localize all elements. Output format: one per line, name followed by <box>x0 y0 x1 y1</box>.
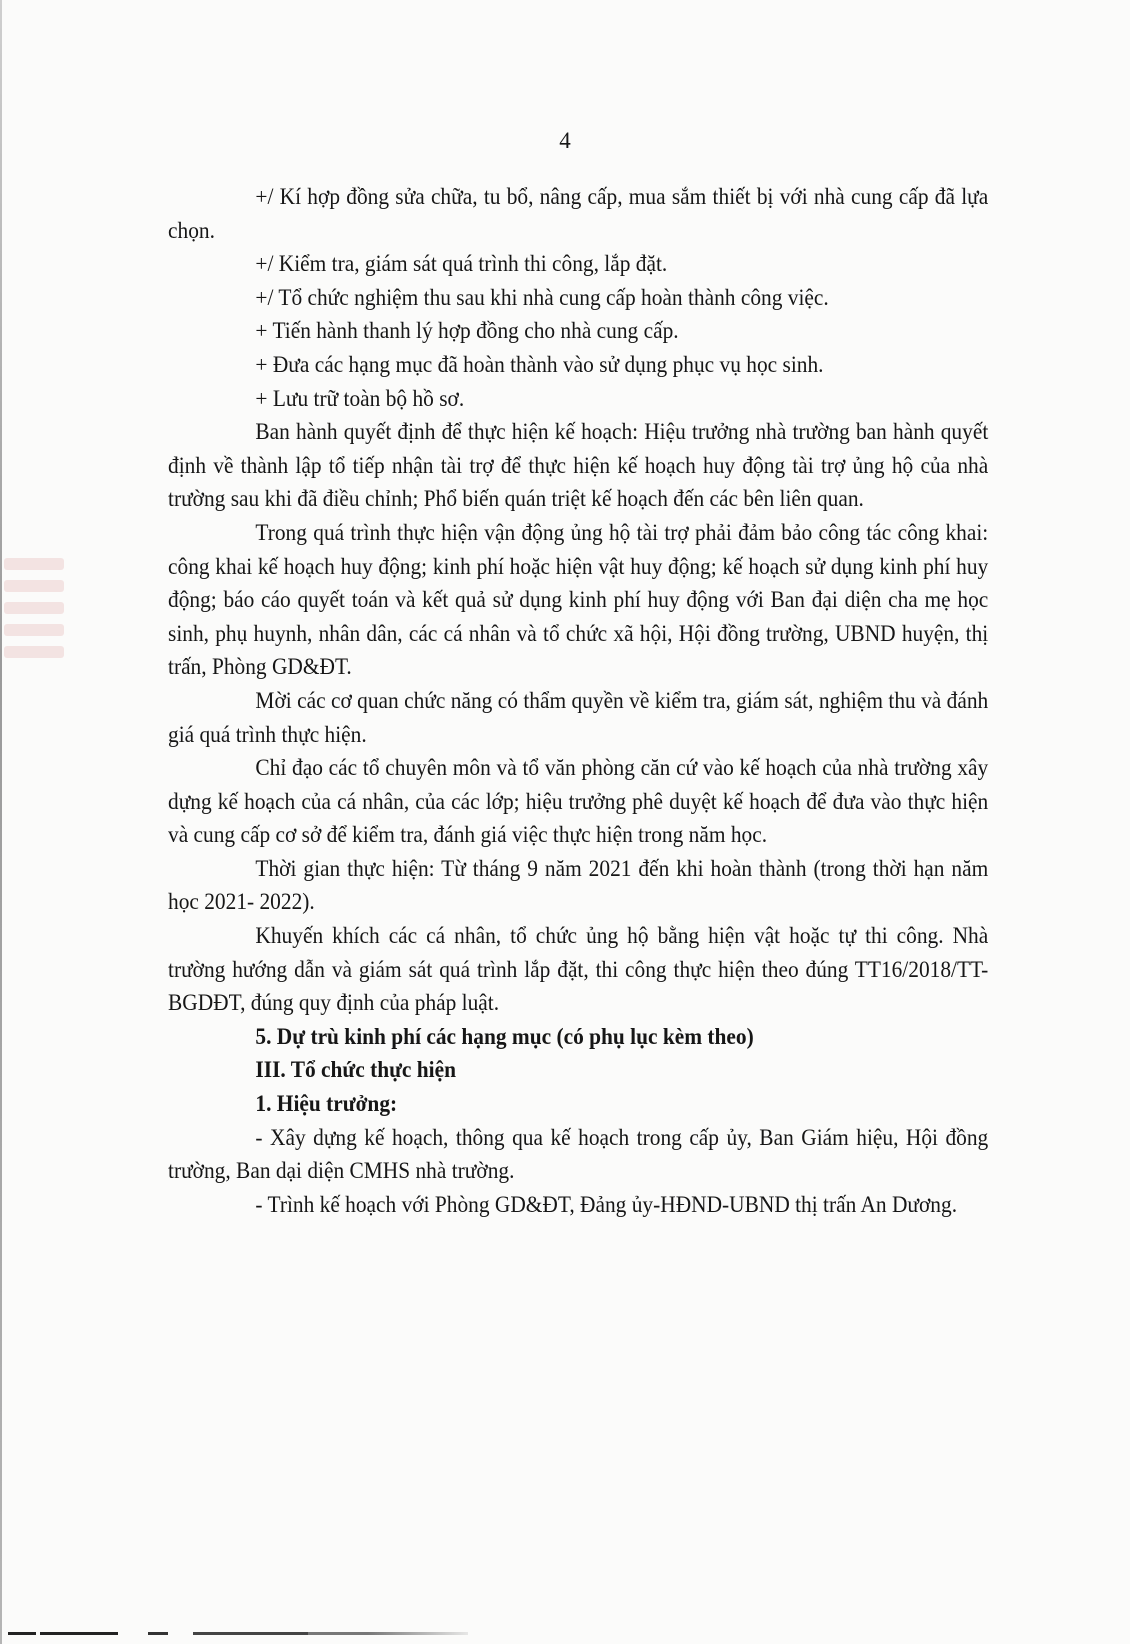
bullet-archive: + Lưu trữ toàn bộ hồ sơ. <box>255 385 465 411</box>
bullet-liquidation: + Tiến hành thanh lý hợp đồng cho nhà cung cấp. <box>255 318 679 344</box>
bullet-inspection: +/ Kiểm tra, giám sát quá trình thi công, lắp đặt. <box>255 251 668 277</box>
bullet-acceptance: +/ Tổ chức nghiệm thu sau khi nhà cung cấp hoàn thành công việc. <box>255 284 829 310</box>
scan-edge-shadow <box>0 0 2 1644</box>
section-heading-implementation: III. Tổ chức thực hiện <box>255 1057 457 1083</box>
paragraph-signing-contract: +/ Kí hợp đồng sửa chữa, tu bổ, nâng cấp, mua sắm thiết bị với nhà cung cấp đã lựa chọn. <box>168 184 989 243</box>
page-number: 4 <box>559 128 571 153</box>
section-heading-principal: 1. Hiệu trưởng: <box>255 1091 398 1117</box>
dash-item-build-plan: - Xây dựng kế hoạch, thông qua kế hoạch trong cấp ủy, Ban Giám hiệu, Hội đồng trường, Ban dại diện CMHS nhà trường. <box>168 1124 989 1184</box>
faint-stamp-showthrough <box>4 548 64 718</box>
paragraph-publicity: Trong quá trình thực hiện vận động ủng hộ tài trợ phải đảm bảo công tác công khai: công khai kế hoạch huy động; kinh phí hoặc hiện vật huy động; kế hoạch sử dụng kinh phí huy động; báo cáo quyết toán và kết quả sử dụng kinh phí huy động với Ban đại diện cha mẹ học sinh, phụ huynh, nhân dân, các cá nhân và tổ chức xã hội, Hội đồng trường, UBND huyện, thị trấn, Phòng GD&ĐT. <box>168 519 989 680</box>
bullet-put-into-use: + Đưa các hạng mục đã hoàn thành vào sử dụng phục vụ học sinh. <box>255 351 824 377</box>
paragraph-encourage: Khuyến khích các cá nhân, tổ chức ủng hộ bằng hiện vật hoặc tự thi công. Nhà trường hướng dẫn và giám sát quá trình lắp đặt, thi công thực hiện theo đúng TT16/2018/TT-BGDĐT, đúng quy định của pháp luật. <box>168 923 989 1016</box>
section-heading-budget: 5. Dự trù kinh phí các hạng mục (có phụ lục kèm theo) <box>255 1023 754 1049</box>
bottom-scan-line <box>8 1632 468 1635</box>
document-body <box>168 180 988 1221</box>
dash-item-submit-plan: - Trình kế hoạch với Phòng GD&ĐT, Đảng ủy-HĐND-UBND thị trấn An Dương. <box>255 1191 958 1217</box>
paragraph-issue-decision: Ban hành quyết định để thực hiện kế hoạch: Hiệu trưởng nhà trường ban hành quyết định về thành lập tổ tiếp nhận tài trợ để thực hiện kế hoạch huy động tài trợ ủng hộ của nhà trường sau khi đã điều chỉnh; Phổ biến quán triệt kế hoạch đến các bên liên quan. <box>168 419 989 512</box>
paragraph-invite-authorities: Mời các cơ quan chức năng có thẩm quyền về kiểm tra, giám sát, nghiệm thu và đánh giá quá trình thực hiện. <box>168 687 989 747</box>
paragraph-direct-teams: Chỉ đạo các tổ chuyên môn và tổ văn phòng căn cứ vào kế hoạch của nhà trường xây dựng kế hoạch của cá nhân, của các lớp; hiệu trưởng phê duyệt kế hoạch để đưa vào thực hiện và cung cấp cơ sở để kiểm tra, đánh giá việc thực hiện trong năm học. <box>168 755 989 848</box>
paragraph-timeline: Thời gian thực hiện: Từ tháng 9 năm 2021 đến khi hoàn thành (trong thời hạn năm học 2021- 2022). <box>168 855 989 915</box>
